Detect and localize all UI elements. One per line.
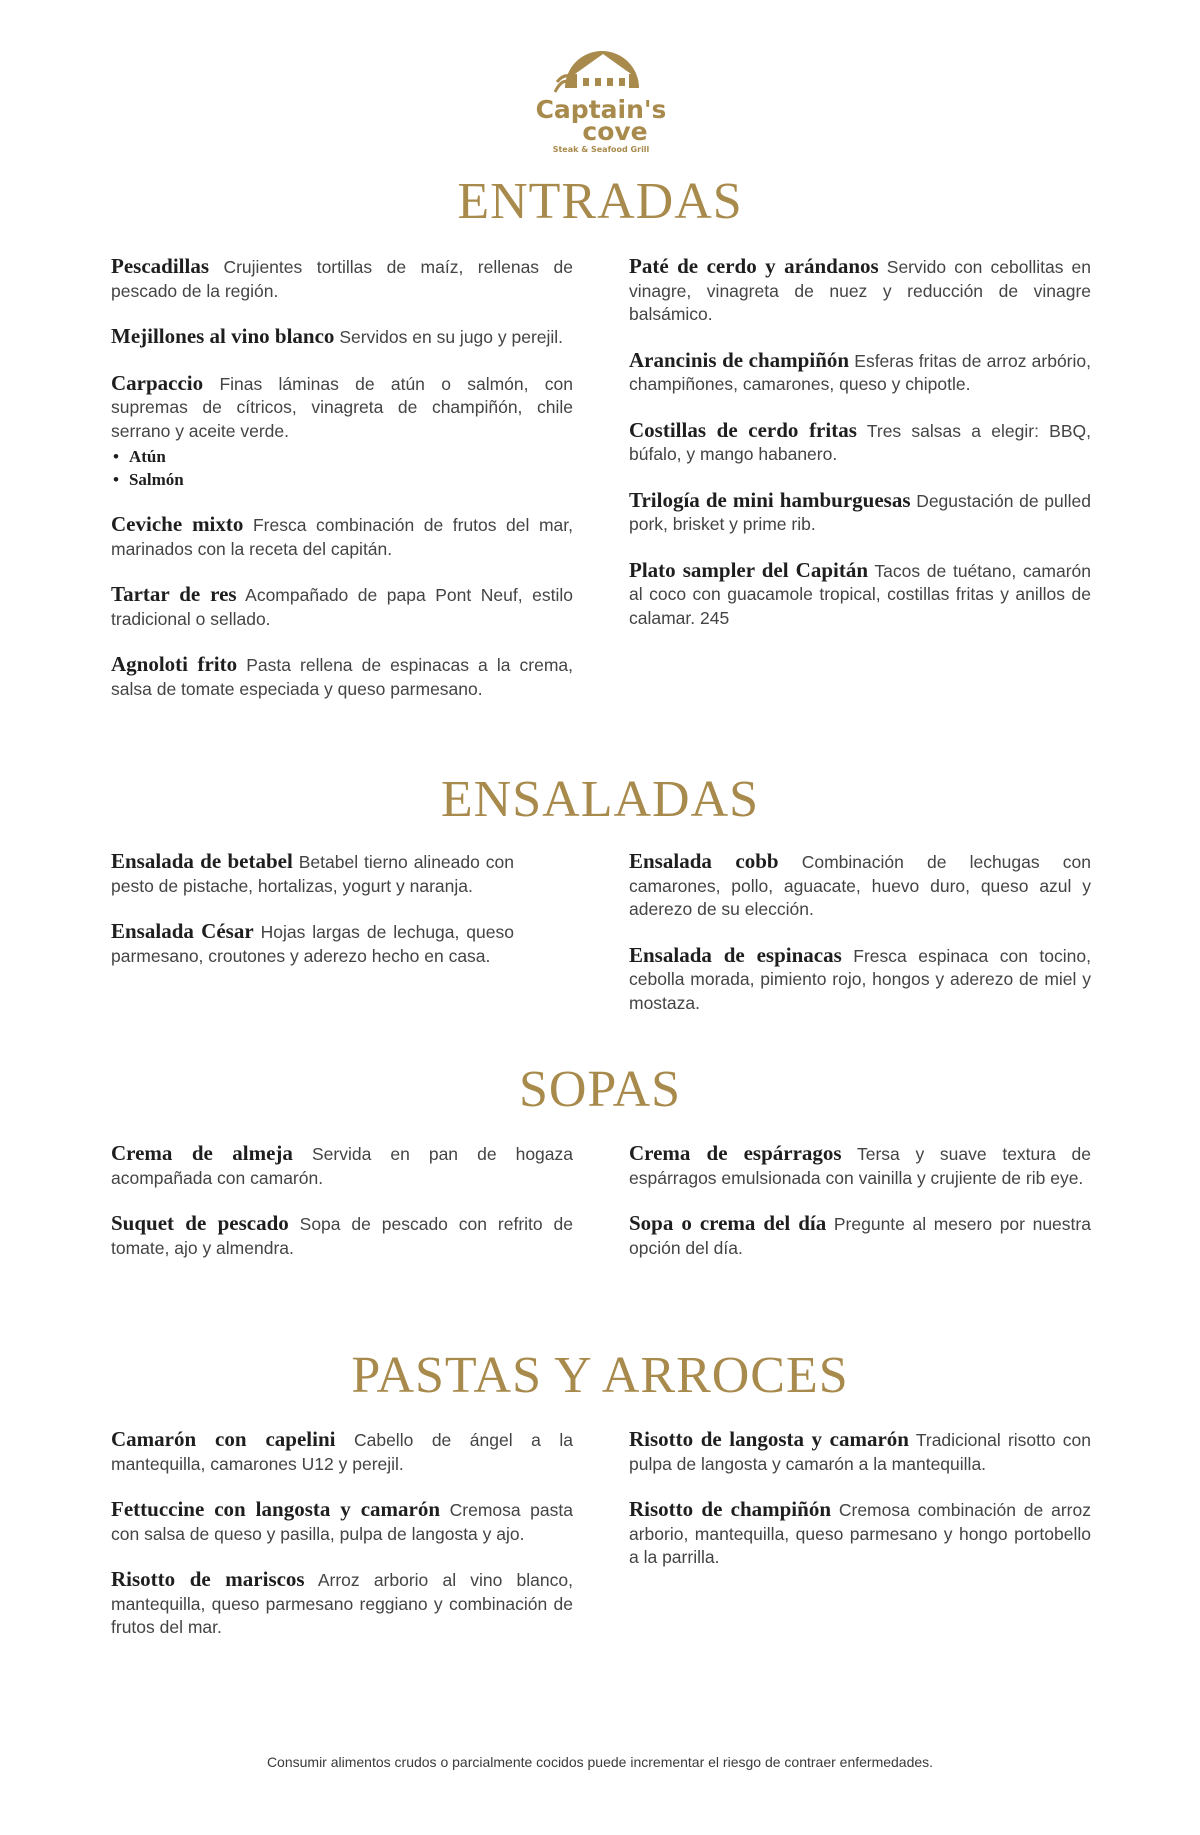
menu-item: [111, 850, 514, 898]
menu-item-name: Agnoloti frito: [111, 652, 238, 676]
sopas-right-column: [629, 1142, 1091, 1282]
menu-item-name: Arancinis de champiñón: [629, 347, 850, 372]
menu-item-description: Pasta rellena de espinacas a la crema, salsa de tomate especiada y queso parmesano.: [111, 655, 573, 699]
ensaladas-right-column: [629, 850, 1091, 1037]
menu-item: [629, 489, 1091, 537]
menu-item-description: Tres salsas a elegir: BBQ, búfalo, y mango habanero.: [629, 420, 1091, 464]
menu-item-description: Tacos de tuétano, camarón al coco con guacamole tropical, costillas fritas y anillos de calamar. 245: [629, 560, 1091, 628]
menu-item: [111, 653, 573, 701]
restaurant-logo: [535, 42, 665, 154]
menu-item: [111, 255, 573, 303]
menu-item-description: Esferas fritas de arroz arbório, champiñones, camarones, queso y chipotle.: [629, 350, 1091, 394]
menu-item-name: Fettuccine con langosta y camarón: [111, 1497, 441, 1521]
menu-item: [111, 583, 573, 631]
menu-item-name: Mejillones al vino blanco: [111, 324, 335, 348]
lighthouse-house-logo-icon: [535, 42, 665, 154]
menu-item-name: Ensalada de espinacas: [629, 942, 842, 967]
menu-item-description: Arroz arborio al vino blanco, mantequilla, queso parmesano reggiano y combinación de frutos del mar.: [111, 1570, 573, 1637]
menu-item-name: Risotto de champiñón: [629, 1497, 831, 1521]
sopas-left-column: [111, 1142, 573, 1282]
menu-item-description: Fresca combinación de frutos del mar, marinados con la receta del capitán.: [111, 515, 573, 559]
menu-item-name: Ceviche mixto: [111, 512, 244, 536]
pastas-left-column: [111, 1428, 573, 1662]
menu-item-name: Tartar de res: [111, 582, 237, 606]
menu-item: [629, 419, 1091, 467]
menu-item-name: Camarón con capelini: [111, 1427, 336, 1451]
menu-item: [629, 1142, 1091, 1190]
entradas-right-column: [629, 255, 1091, 652]
section-title-ensaladas: ENSALADAS: [440, 771, 760, 828]
menu-item-option: • Salmón: [111, 468, 573, 491]
menu-item: [629, 850, 1091, 922]
menu-item: [111, 513, 573, 561]
logo-line2: cove: [582, 117, 648, 146]
menu-item: [629, 559, 1091, 631]
section-title-sopas: SOPAS: [518, 1061, 682, 1118]
menu-item-description: Servidos en su jugo y perejil.: [339, 327, 564, 347]
menu-item-name: Crema de espárragos: [629, 1141, 842, 1165]
menu-item-name: Ensalada César: [111, 919, 254, 943]
section-title-entradas: ENTRADAS: [457, 173, 743, 230]
menu-item-option: • Atún: [111, 445, 573, 468]
menu-item: [111, 920, 514, 968]
menu-item-description: Tradicional risotto con pulpa de langosta y camarón a la mantequilla.: [629, 1430, 1092, 1474]
menu-item: [111, 1212, 573, 1260]
menu-item: [629, 255, 1091, 327]
menu-item-description: Cremosa combinación de arroz arborio, mantequilla, queso parmesano y hongo portobello a la parrilla.: [629, 1500, 1091, 1567]
menu-item: [111, 1428, 573, 1476]
menu-item-description: Degustación de pulled pork, brisket y prime rib.: [629, 490, 1091, 534]
menu-item: [629, 944, 1091, 1016]
menu-item-description: Servido con cebollitas en vinagre, vinagreta de nuez y reducción de vinagre balsámico.: [629, 257, 1091, 324]
menu-item-description: Cremosa pasta con salsa de queso y pasilla, pulpa de langosta y ajo.: [111, 1500, 573, 1544]
section-title-pastas: PASTAS Y ARROCES: [351, 1347, 849, 1404]
menu-item-description: Acompañado de papa Pont Neuf, estilo tradicional o sellado.: [111, 585, 573, 629]
menu-item: [629, 1212, 1091, 1260]
logo-line1: Captain's: [535, 95, 665, 124]
menu-item-description: Pregunte al mesero por nuestra opción del día.: [629, 1214, 1091, 1258]
menu-item: [111, 1142, 573, 1190]
menu-item-name: Plato sampler del Capitán: [629, 557, 869, 582]
menu-item: [111, 1498, 573, 1546]
menu-item-name: Trilogía de mini hamburguesas: [629, 487, 911, 512]
menu-item: [629, 1498, 1091, 1570]
menu-item-description: Cabello de ángel a la mantequilla, camarones U12 y perejil.: [111, 1430, 573, 1474]
menu-item-description: Sopa de pescado con refrito de tomate, ajo y almendra.: [111, 1214, 573, 1258]
entradas-left-column: [111, 255, 573, 723]
menu-item-description: Tersa y suave textura de espárragos emulsionada con vainilla y crujiente de rib eye.: [629, 1144, 1091, 1188]
menu-item-name: Crema de almeja: [111, 1141, 293, 1165]
menu-item-description: Combinación de lechugas con camarones, pollo, aguacate, huevo duro, queso azul y aderezo de su elección.: [629, 852, 1091, 919]
menu-item-name: Paté de cerdo y arándanos: [629, 254, 879, 278]
menu-item: [629, 349, 1091, 397]
menu-item: [111, 372, 573, 492]
menu-item-name: Costillas de cerdo fritas: [629, 417, 857, 442]
menu-item-name: Ensalada cobb: [629, 849, 779, 873]
ensaladas-left-column: [111, 850, 514, 990]
menu-item-name: Pescadillas: [111, 254, 209, 278]
footer-disclaimer: Consumir alimentos crudos o parcialmente cocidos puede incrementar el riesgo de contraer enfermedades.: [266, 1754, 934, 1770]
menu-item-description: Fresca espinaca con tocino, cebolla morada, pimiento rojo, hongos y aderezo de miel y mostaza.: [629, 945, 1091, 1013]
menu-item: [111, 325, 573, 350]
menu-item-description: Crujientes tortillas de maíz, rellenas de pescado de la región.: [111, 257, 573, 301]
menu-item-name: Carpaccio: [111, 370, 204, 395]
menu-item-name: Ensalada de betabel: [111, 849, 293, 873]
menu-item-description: Hojas largas de lechuga, queso parmesano, croutones y aderezo hecho en casa.: [111, 922, 514, 966]
menu-item-description: Betabel tierno alineado con pesto de pistache, hortalizas, yogurt y naranja.: [111, 852, 514, 896]
menu-item-name: Risotto de mariscos: [111, 1567, 305, 1591]
menu-item-name: Suquet de pescado: [111, 1211, 289, 1235]
menu-item-name: Sopa o crema del día: [629, 1211, 827, 1235]
menu-item-description: Servida en pan de hogaza acompañada con camarón.: [111, 1144, 574, 1188]
menu-item: [111, 1568, 573, 1640]
menu-item-name: Risotto de langosta y camarón: [629, 1427, 909, 1451]
menu-item: [629, 1428, 1091, 1476]
menu-item-description: Finas láminas de atún o salmón, con supremas de cítricos, vinagreta de champiñón, chile serrano y aceite verde.: [111, 373, 573, 441]
pastas-right-column: [629, 1428, 1091, 1592]
logo-tagline: Steak & Seafood Grill: [552, 145, 650, 154]
menu-item-options: [111, 445, 573, 491]
